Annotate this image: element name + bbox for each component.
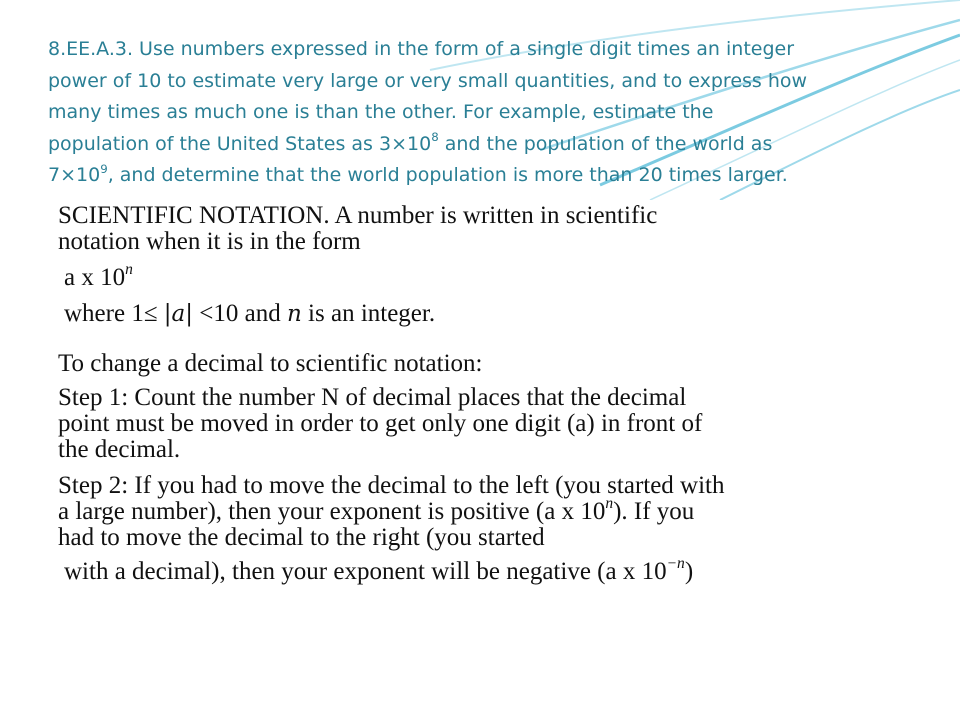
procedure-heading: To change a decimal to scientific notation: [58, 350, 483, 377]
standard-line: population of the United States as $3\times 10^8$ and the population of the world as [48, 130, 773, 155]
exponent: 8 [431, 130, 439, 144]
exponent: n [125, 261, 133, 279]
step-1: Step 1: Count the number N of decimal places that the decimal point must be moved in order to get only one digit (a) in front of the decimal. [58, 384, 703, 463]
scientific-form: a x 10$^n$ [64, 261, 133, 291]
definition-line: SCIENTIFIC NOTATION. A number is written in scientific [58, 202, 658, 229]
step-2: Step 2: If you had to move the decimal to the left (you started with a large number), then your exponent is positive (a x 10$^n$). If you had to move the decimal to the right (you started with a decimal), then your exponent will be negative (a x $10^{-n}$) [58, 472, 725, 585]
exponent: n [605, 495, 614, 513]
standard-line: $7\times 10^9$, and determine that the world population is more than 20 times larger. [48, 161, 788, 186]
exponent: −n [666, 555, 685, 573]
exponent: 9 [100, 161, 108, 176]
slide-body [58, 203, 938, 585]
condition-line: where 1≤ |a| <10 and n is an integer. [64, 300, 436, 327]
definition-paragraph [58, 203, 938, 255]
standard-description [48, 34, 918, 192]
standard-line: 8.EE.A.3. Use numbers expressed in the form of a single digit times an integer [48, 38, 795, 60]
definition-line: notation when it is in the form [58, 228, 361, 255]
standard-line: power of 10 to estimate very large or very small quantities, and to express how [48, 69, 808, 92]
standard-line: many times as much one is than the other. For example, estimate the [48, 101, 714, 123]
